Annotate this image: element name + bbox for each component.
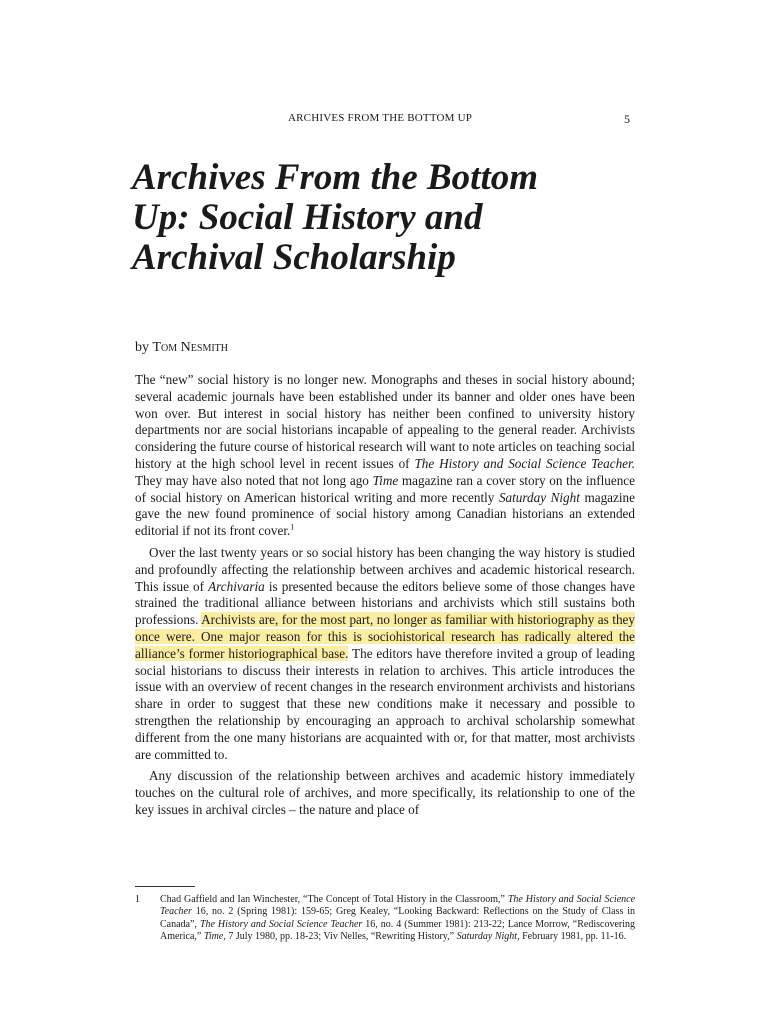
title-line: Archival Scholarship [132, 237, 456, 278]
article-body [135, 372, 635, 824]
paragraph-1: The “new” social history is no longer new. Monographs and theses in social history abound; several academic journals have been established under its banner and older ones have been won over. But interest in social history has neither been confined to university history departments nor are social historians incapable of appealing to the general reader. Archivists considering the future course of historical research will want to note articles on teaching social history at the high school level in recent issues of The History and Social Science Teacher. They may have also noted that not long ago Time magazine ran a cover story on the influence of social history on American historical writing and more recently Saturday Night magazine gave the new found prominence of social history among Canadian historians an extended editorial if not its front cover.$^1$ [135, 372, 635, 539]
paragraph-2: Over the last twenty years or so social history has been changing the way history is studied and profoundly affecting the relationship between archives and academic historical research. This issue of Archivaria is presented because the editors believe some of those changes have strained the traditional alliance between historians and archivists which still sustains both professions. Archivists are, for the most part, no longer as familiar with historiography as they once were. One major reason for this is sociohistorical research has radically altered the alliance’s former historiographical base. The editors have therefore invited a group of leading social historians to discuss their interests in relation to archives. This article introduces the issue with an overview of recent changes in the research environment archivists and historians share in order to suggest that these new conditions make it necessary and possible to strengthen the relationship by encouraging an approach to archival scholarship somewhat different from the one many historians are acquainted with or, for that matter, most archivists are committed to. [135, 544, 635, 762]
footnote-text: Chad Gaffield and Ian Winchester, “The Concept of Total History in the Classroom,” The History and Social Science Teacher 16, no. 2 (Spring 1981): 159-65; Greg Kealey, “Looking Backward: Reflections on the Study of Class in Canada”, The History and Social Science Teacher 16, no. 4 (Summer 1981): 213-22; Lance Morrow, “Rediscovering America,” Time, 7 July 1980, pp. 18-23; Viv Nelles, “Rewriting History,” Saturday Night, February 1981, pp. 11-16. [160, 894, 636, 943]
byline [135, 340, 228, 356]
author-name: Tom Nesmith [152, 340, 228, 355]
article-title [132, 158, 632, 278]
running-header: ARCHIVES FROM THE BOTTOM UP [288, 112, 473, 124]
byline-prefix: by [135, 340, 149, 355]
title-line: Up: Social History and [132, 197, 483, 238]
footnote [135, 894, 635, 944]
page-number: 5 [624, 112, 630, 126]
paragraph-3: Any discussion of the relationship between archives and academic history immediately touches on the cultural role of archives, and more specifically, its relationship to one of the key issues in archival circles – the nature and place of [135, 768, 635, 817]
footnote-reference[interactable]: 1 [290, 522, 295, 532]
title-line: Archives From the Bottom [132, 157, 539, 198]
footnote-divider [135, 886, 195, 887]
footnote-number: 1 [135, 894, 140, 905]
highlighted-passage[interactable]: Archivists are, for the most part, no longer as familiar with historiography as they once were. One major reason for this is sociohistorical research has radically altered the alliance’s former historiographical base. [135, 612, 635, 661]
